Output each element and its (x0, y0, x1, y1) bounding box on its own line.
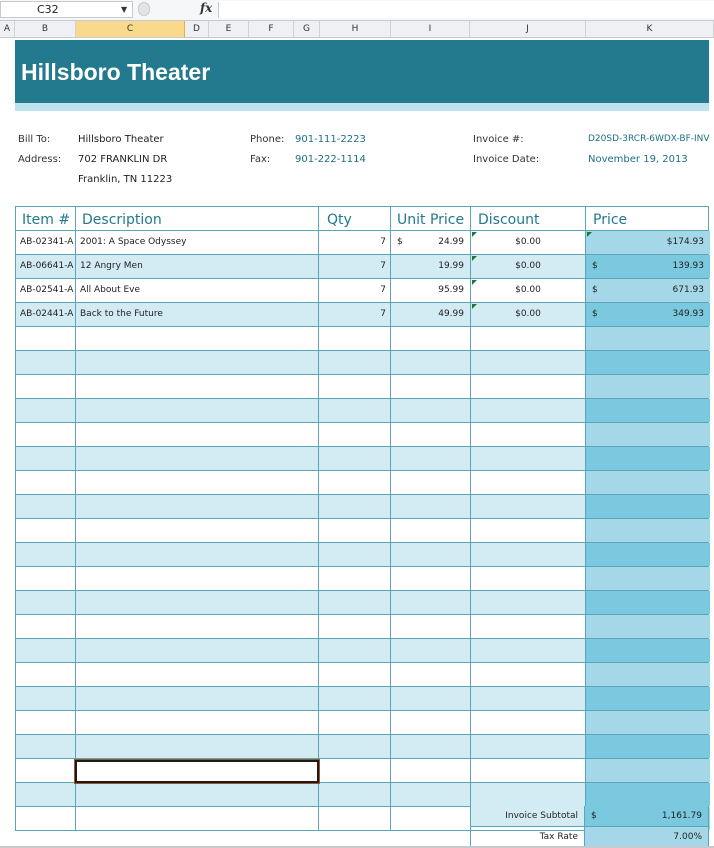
cell-unit-price[interactable] (391, 519, 471, 542)
cell-unit-price[interactable] (391, 447, 471, 470)
cell-item[interactable]: AB-02541-A (16, 279, 76, 302)
invoice-number-value: D20SD-3RCR-6WDX-BF-INV (588, 134, 710, 144)
bill-to-label: Bill To: (18, 134, 51, 145)
formula-indicator-icon (472, 280, 477, 285)
cell-price[interactable] (586, 543, 710, 566)
column-header-g[interactable]: G (294, 21, 320, 37)
cell-reference: C32 (37, 3, 59, 16)
cell-price[interactable] (586, 255, 710, 278)
table-row (16, 687, 708, 711)
cell-unit-price[interactable] (391, 423, 471, 446)
cell-qty[interactable] (319, 783, 391, 806)
table-row (16, 615, 708, 639)
cell-description[interactable] (76, 615, 319, 638)
unit-price-value: 49.99 (438, 309, 464, 319)
table-row (16, 303, 708, 327)
cell-price[interactable] (586, 351, 710, 374)
cell-item[interactable] (16, 543, 76, 566)
cell-item[interactable] (16, 711, 76, 734)
cell-description[interactable] (76, 399, 319, 422)
subtotal-value-cell[interactable] (585, 806, 709, 827)
fax-value: 901-222-1114 (295, 154, 366, 165)
cell-price[interactable] (586, 711, 710, 734)
cell-item[interactable] (16, 639, 76, 662)
table-row (16, 255, 708, 279)
cell-unit-price[interactable] (391, 615, 471, 638)
cell-item[interactable] (16, 375, 76, 398)
cell-item[interactable] (16, 759, 76, 782)
cell-price[interactable] (586, 663, 710, 686)
address-line2: Franklin, TN 11223 (78, 174, 173, 185)
cell-qty[interactable] (319, 567, 391, 590)
cell-discount[interactable] (471, 687, 586, 710)
page-title: Hillsboro Theater (21, 59, 211, 85)
cell-qty[interactable] (319, 471, 391, 494)
address-label: Address: (18, 154, 62, 165)
cell-discount[interactable]: $0.00 (471, 231, 586, 254)
cell-unit-price[interactable] (391, 399, 471, 422)
address-line1: 702 FRANKLIN DR (78, 154, 168, 165)
invoice-items-table (15, 206, 709, 831)
cell-description[interactable]: All About Eve (76, 279, 319, 302)
formula-indicator-icon (472, 304, 477, 309)
cell-item[interactable] (16, 423, 76, 446)
currency-symbol: $ (397, 237, 403, 247)
cell-qty[interactable] (319, 447, 391, 470)
table-row (16, 447, 708, 471)
cell-item[interactable] (16, 495, 76, 518)
table-row (16, 567, 708, 591)
cell-discount[interactable] (471, 447, 586, 470)
cell-item[interactable] (16, 447, 76, 470)
cell-item[interactable] (16, 807, 76, 830)
cell-qty[interactable] (319, 711, 391, 734)
cell-discount[interactable] (471, 783, 586, 806)
cell-discount[interactable] (471, 423, 586, 446)
table-row (16, 591, 708, 615)
header-unit-price[interactable]: Unit Price (391, 207, 471, 230)
cell-price[interactable] (586, 471, 710, 494)
name-box[interactable] (0, 1, 133, 18)
cell-description[interactable] (76, 543, 319, 566)
formula-bar (0, 0, 714, 21)
table-row (16, 711, 708, 735)
cell-item[interactable]: AB-06641-A (16, 255, 76, 278)
invoice-date-value: November 19, 2013 (588, 154, 688, 165)
cell-item[interactable] (16, 615, 76, 638)
cell-price[interactable] (586, 447, 710, 470)
column-header-f[interactable]: F (249, 21, 294, 37)
cell-qty[interactable]: 7 (319, 303, 391, 326)
cell-description[interactable] (76, 327, 319, 350)
cell-item[interactable]: AB-02341-A (16, 231, 76, 254)
cell-description[interactable] (76, 663, 319, 686)
resize-handle-icon[interactable] (138, 2, 150, 16)
cell-description[interactable]: 2001: A Space Odyssey (76, 231, 319, 254)
subtotal-row (470, 806, 709, 827)
price-value: 671.93 (672, 285, 704, 295)
phone-label: Phone: (250, 134, 285, 145)
cell-description[interactable] (76, 495, 319, 518)
cell-qty[interactable] (319, 399, 391, 422)
cell-discount[interactable] (471, 663, 586, 686)
cell-discount[interactable] (471, 615, 586, 638)
cell-description[interactable] (76, 471, 319, 494)
cell-price[interactable] (586, 759, 710, 782)
cell-item[interactable] (16, 591, 76, 614)
column-header-i[interactable]: I (391, 21, 470, 37)
column-header-e[interactable]: E (209, 21, 249, 37)
cell-discount[interactable]: $0.00 (471, 279, 586, 302)
currency-symbol: $ (592, 261, 598, 271)
cell-unit-price[interactable] (391, 471, 471, 494)
tax-rate-value-cell[interactable] (585, 827, 709, 848)
table-row (16, 471, 708, 495)
cell-qty[interactable] (319, 663, 391, 686)
invoice-date-label: Invoice Date: (473, 154, 540, 165)
table-row (16, 639, 708, 663)
cell-discount[interactable] (471, 567, 586, 590)
table-row (16, 783, 708, 807)
unit-price-value: 95.99 (438, 285, 464, 295)
cell-unit-price[interactable] (391, 327, 471, 350)
table-row (16, 495, 708, 519)
cell-item[interactable] (16, 351, 76, 374)
cell-description[interactable] (76, 783, 319, 806)
cell-price[interactable] (586, 279, 710, 302)
table-row (16, 423, 708, 447)
cell-item[interactable] (16, 687, 76, 710)
cell-unit-price[interactable] (391, 567, 471, 590)
cell-price[interactable] (586, 687, 710, 710)
table-row (16, 543, 708, 567)
cell-unit-price[interactable] (391, 351, 471, 374)
cell-qty[interactable] (319, 519, 391, 542)
cell-item[interactable] (16, 567, 76, 590)
cell-qty[interactable]: 7 (319, 231, 391, 254)
cell-qty[interactable] (319, 591, 391, 614)
cell-description[interactable] (76, 519, 319, 542)
cell-unit-price[interactable] (391, 495, 471, 518)
title-underline-stripe (15, 103, 709, 111)
subtotal-label: Invoice Subtotal (470, 806, 585, 827)
cell-discount[interactable] (471, 711, 586, 734)
cell-unit-price[interactable] (391, 759, 471, 782)
subtotal-value: 1,161.79 (661, 811, 702, 821)
table-row (16, 351, 708, 375)
cell-qty[interactable] (319, 351, 391, 374)
column-header-k[interactable]: K (586, 21, 714, 37)
cell-discount[interactable] (471, 519, 586, 542)
cell-unit-price[interactable] (391, 807, 471, 830)
cell-description[interactable] (76, 447, 319, 470)
cell-description[interactable] (76, 351, 319, 374)
cell-price[interactable] (586, 399, 710, 422)
cell-discount[interactable] (471, 543, 586, 566)
phone-value: 901-111-2223 (295, 134, 366, 145)
unit-price-value: 19.99 (438, 261, 464, 271)
cell-discount[interactable] (471, 471, 586, 494)
cell-description[interactable] (76, 711, 319, 734)
tax-rate-row (470, 827, 709, 848)
cell-qty[interactable] (319, 759, 391, 782)
fax-label: Fax: (250, 154, 271, 165)
table-row (16, 375, 708, 399)
price-value: 349.93 (672, 309, 704, 319)
cell-discount[interactable] (471, 495, 586, 518)
header-qty[interactable]: Qty (319, 207, 391, 230)
cell-unit-price[interactable] (391, 279, 471, 302)
cell-description[interactable] (76, 423, 319, 446)
cell-discount[interactable] (471, 351, 586, 374)
column-header-j[interactable]: J (470, 21, 586, 37)
cell-discount[interactable] (471, 399, 586, 422)
cell-item[interactable] (16, 471, 76, 494)
title-banner (15, 40, 709, 103)
column-header-strip (0, 21, 714, 38)
cell-unit-price[interactable] (391, 687, 471, 710)
cell-description[interactable] (76, 591, 319, 614)
cell-price[interactable] (586, 783, 710, 806)
cell-price[interactable] (586, 375, 710, 398)
column-header-d[interactable]: D (185, 21, 209, 37)
cell-qty[interactable] (319, 375, 391, 398)
table-row (16, 663, 708, 687)
cell-unit-price[interactable] (391, 303, 471, 326)
table-row (16, 231, 708, 255)
cell-unit-price[interactable] (391, 543, 471, 566)
cell-price[interactable] (586, 735, 710, 758)
subtotal-currency: $ (591, 811, 597, 821)
insert-function-icon[interactable]: fx (200, 1, 213, 15)
cell-discount[interactable] (471, 375, 586, 398)
header-price[interactable]: Price (593, 212, 628, 228)
invoice-number-label: Invoice #: (473, 134, 524, 145)
table-row (16, 735, 708, 759)
cell-price[interactable] (586, 567, 710, 590)
header-item[interactable]: Item # (16, 207, 76, 230)
cell-qty[interactable]: 7 (319, 255, 391, 278)
formula-input[interactable] (219, 1, 714, 18)
cell-qty[interactable] (319, 495, 391, 518)
cell-unit-price[interactable] (391, 255, 471, 278)
chevron-down-icon[interactable]: ▼ (121, 5, 128, 14)
cell-item[interactable] (16, 783, 76, 806)
currency-symbol: $ (592, 309, 598, 319)
formula-indicator-icon (472, 256, 477, 261)
table-row (16, 399, 708, 423)
cell-price[interactable] (586, 303, 710, 326)
active-cell-selection[interactable] (75, 760, 319, 783)
cell-price[interactable] (586, 495, 710, 518)
unit-price-value: 24.99 (438, 237, 464, 247)
cell-description[interactable] (76, 639, 319, 662)
cell-description[interactable] (76, 567, 319, 590)
cell-description[interactable] (76, 807, 319, 830)
column-header-a[interactable]: A (0, 21, 15, 37)
column-header-h[interactable]: H (320, 21, 391, 37)
cell-discount[interactable] (471, 591, 586, 614)
cell-description[interactable] (76, 687, 319, 710)
cell-discount[interactable] (471, 759, 586, 782)
cell-discount[interactable] (471, 735, 586, 758)
bill-to-value: Hillsboro Theater (78, 134, 164, 145)
cell-price[interactable] (586, 519, 710, 542)
cell-item[interactable] (16, 663, 76, 686)
formula-indicator-icon (472, 232, 477, 237)
cell-qty[interactable] (319, 543, 391, 566)
cell-price[interactable] (586, 639, 710, 662)
cell-price[interactable] (586, 327, 710, 350)
cell-discount[interactable]: $0.00 (471, 255, 586, 278)
currency-symbol: $ (592, 285, 598, 295)
price-value: 139.93 (672, 261, 704, 271)
cell-unit-price[interactable] (391, 231, 471, 254)
cell-qty[interactable] (319, 423, 391, 446)
cell-unit-price[interactable] (391, 639, 471, 662)
cell-item[interactable] (16, 735, 76, 758)
cell-qty[interactable] (319, 327, 391, 350)
table-row (16, 519, 708, 543)
cell-qty[interactable] (319, 807, 391, 830)
cell-item[interactable] (16, 399, 76, 422)
cell-qty[interactable] (319, 735, 391, 758)
cell-qty[interactable] (319, 687, 391, 710)
table-header-row (16, 207, 708, 231)
cell-unit-price[interactable] (391, 591, 471, 614)
header-discount[interactable]: Discount (471, 207, 586, 230)
header-description[interactable]: Description (76, 207, 319, 230)
cell-item[interactable] (16, 519, 76, 542)
cell-qty[interactable]: 7 (319, 279, 391, 302)
cell-description[interactable]: 12 Angry Men (76, 255, 319, 278)
column-header-b[interactable]: B (15, 21, 76, 37)
cell-unit-price[interactable] (391, 735, 471, 758)
cell-description[interactable] (76, 375, 319, 398)
table-row (16, 327, 708, 351)
cell-item[interactable] (16, 327, 76, 350)
cell-unit-price[interactable] (391, 711, 471, 734)
cell-price[interactable] (586, 591, 710, 614)
cell-discount[interactable] (471, 327, 586, 350)
column-header-c[interactable]: C (76, 21, 185, 37)
cell-price[interactable] (586, 423, 710, 446)
cell-description[interactable]: Back to the Future (76, 303, 319, 326)
tax-rate-value: 7.00% (673, 832, 702, 842)
table-row (16, 279, 708, 303)
price-value: $174.93 (666, 237, 704, 247)
cell-qty[interactable] (319, 639, 391, 662)
formula-indicator-icon (587, 232, 592, 237)
cell-item[interactable]: AB-02441-A (16, 303, 76, 326)
cell-price[interactable] (586, 615, 710, 638)
cell-price[interactable] (586, 231, 710, 254)
cell-discount[interactable] (471, 639, 586, 662)
cell-qty[interactable] (319, 615, 391, 638)
tax-rate-label: Tax Rate (470, 827, 585, 848)
cell-unit-price[interactable] (391, 783, 471, 806)
cell-unit-price[interactable] (391, 663, 471, 686)
cell-unit-price[interactable] (391, 375, 471, 398)
cell-discount[interactable]: $0.00 (471, 303, 586, 326)
cell-description[interactable] (76, 735, 319, 758)
